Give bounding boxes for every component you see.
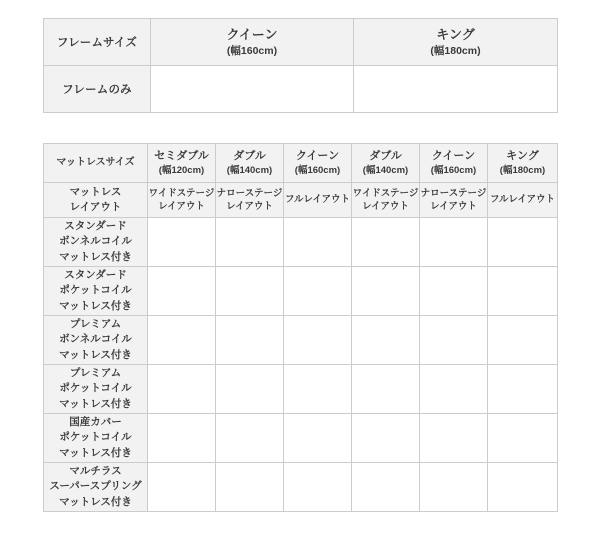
cell-r1-c2 [216,218,284,267]
cell-r6-c2 [216,463,284,512]
layout-cell-2 [216,183,284,218]
mattress-col-header-3 [284,144,352,183]
row-4-line-2: ポケットコイル [59,382,132,395]
mattress-col-header-2-width: (幅140cm) [226,165,273,177]
cell-r1-c5 [420,218,488,267]
row-3-line-2: ボンネルコイル [59,333,132,346]
mattress-col-header-6-name: キング [506,149,539,162]
layout-cell-5-line-2: レイアウト [430,201,477,212]
cell-r2-c1 [148,267,216,316]
mattress-col-header-6-width: (幅180cm) [499,165,546,177]
mattress-col-header-4-name: ダブル [369,149,402,162]
cell-r1-c6 [488,218,558,267]
cell-r2-c6 [488,267,558,316]
mattress-row-label-6 [44,463,148,512]
cell-r6-c5 [420,463,488,512]
row-3-line-1: プレミアム [69,318,122,331]
row-6-line-2: スーパースプリング [49,480,142,493]
layout-cell-4-line-1: ワイドステージ [352,187,419,199]
row-6-line-3: マットレス付き [59,495,132,508]
cell-r4-c2 [216,365,284,414]
mattress-col-header-5-name: クイーン [431,149,476,162]
mattress-col-header-6 [488,144,558,183]
frame-only-cell-king [354,66,558,113]
cell-r5-c3 [284,414,352,463]
layout-cell-1 [148,183,216,218]
mattress-col-header-4-width: (幅140cm) [362,165,409,177]
mattress-col-header-2 [216,144,284,183]
layout-cell-2-line-2: レイアウト [226,201,273,212]
row-3-line-3: マットレス付き [59,348,132,361]
frame-col-header-king [354,19,558,66]
table-row [44,316,558,365]
table-row [44,365,558,414]
cell-r3-c6 [488,316,558,365]
mattress-col-header-4 [352,144,420,183]
cell-r4-c1 [148,365,216,414]
cell-r4-c5 [420,365,488,414]
layout-cell-4-line-2: レイアウト [362,201,409,212]
frame-size-table [43,18,558,113]
cell-r3-c4 [352,316,420,365]
table-row [44,414,558,463]
frame-only-row-label: フレームのみ [44,66,151,113]
mattress-layout-label-line-2: レイアウト [69,201,122,213]
row-4-line-1: プレミアム [69,367,122,380]
cell-r4-c6 [488,365,558,414]
table-row [44,463,558,512]
cell-r3-c1 [148,316,216,365]
row-2-line-3: マットレス付き [59,299,132,312]
mattress-size-table [43,143,558,512]
mattress-col-header-2-name: ダブル [233,149,266,162]
mattress-col-header-5 [420,144,488,183]
cell-r3-c2 [216,316,284,365]
cell-r6-c6 [488,463,558,512]
cell-r2-c4 [352,267,420,316]
row-2-line-1: スタンダード [64,269,127,282]
mattress-col-header-3-name: クイーン [295,149,340,162]
row-2-line-2: ポケットコイル [59,284,132,297]
cell-r2-c5 [420,267,488,316]
mattress-layout-row [44,183,558,218]
table-header-row [44,144,558,183]
row-1-line-2: ボンネルコイル [59,235,132,248]
row-5-line-1: 国産カバー [69,416,122,429]
frame-size-row-label: フレームサイズ [44,19,151,66]
layout-cell-1-line-2: レイアウト [158,201,205,212]
frame-col-header-queen-name: クイーン [226,27,278,43]
frame-only-cell-queen [151,66,354,113]
mattress-row-label-4 [44,365,148,414]
layout-cell-6 [488,183,558,218]
frame-col-header-queen-width: (幅160cm) [226,44,278,57]
layout-cell-2-line-1: ナローステージ [216,187,283,199]
table-row [44,19,558,66]
frame-col-header-king-name: キング [436,27,475,43]
cell-r6-c3 [284,463,352,512]
cell-r6-c4 [352,463,420,512]
mattress-col-header-3-width: (幅160cm) [294,165,341,177]
cell-r5-c1 [148,414,216,463]
row-5-line-3: マットレス付き [59,446,132,459]
mattress-col-header-1-name: セミダブル [154,149,209,162]
cell-r4-c4 [352,365,420,414]
cell-r5-c5 [420,414,488,463]
layout-cell-5 [420,183,488,218]
cell-r2-c2 [216,267,284,316]
row-1-line-3: マットレス付き [59,250,132,263]
frame-col-header-king-width: (幅180cm) [430,44,481,57]
row-1-line-1: スタンダード [64,220,127,233]
cell-r5-c6 [488,414,558,463]
cell-r3-c3 [284,316,352,365]
mattress-col-header-5-width: (幅160cm) [430,165,477,177]
mattress-row-label-2 [44,267,148,316]
cell-r4-c3 [284,365,352,414]
layout-cell-3-line-1: フルレイアウト [284,194,351,206]
cell-r1-c4 [352,218,420,267]
cell-r3-c5 [420,316,488,365]
row-5-line-2: ポケットコイル [59,431,132,444]
mattress-col-header-1-width: (幅120cm) [158,165,205,177]
cell-r5-c4 [352,414,420,463]
mattress-col-header-1 [148,144,216,183]
row-4-line-3: マットレス付き [59,397,132,410]
mattress-size-corner-label: マットレスサイズ [44,144,148,183]
row-6-line-1: マルチラス [69,465,122,478]
table-row [44,218,558,267]
cell-r6-c1 [148,463,216,512]
layout-cell-3 [284,183,352,218]
frame-col-header-queen [151,19,354,66]
mattress-row-label-3 [44,316,148,365]
layout-cell-5-line-1: ナローステージ [420,187,487,199]
mattress-row-label-1 [44,218,148,267]
layout-cell-1-line-1: ワイドステージ [148,187,215,199]
table-row [44,267,558,316]
table-row [44,66,558,113]
layout-cell-6-line-1: フルレイアウト [489,194,556,206]
cell-r1-c3 [284,218,352,267]
cell-r5-c2 [216,414,284,463]
mattress-row-label-5 [44,414,148,463]
mattress-layout-row-label [44,183,148,218]
mattress-layout-label-line-1: マットレス [69,186,122,199]
cell-r1-c1 [148,218,216,267]
layout-cell-4 [352,183,420,218]
cell-r2-c3 [284,267,352,316]
